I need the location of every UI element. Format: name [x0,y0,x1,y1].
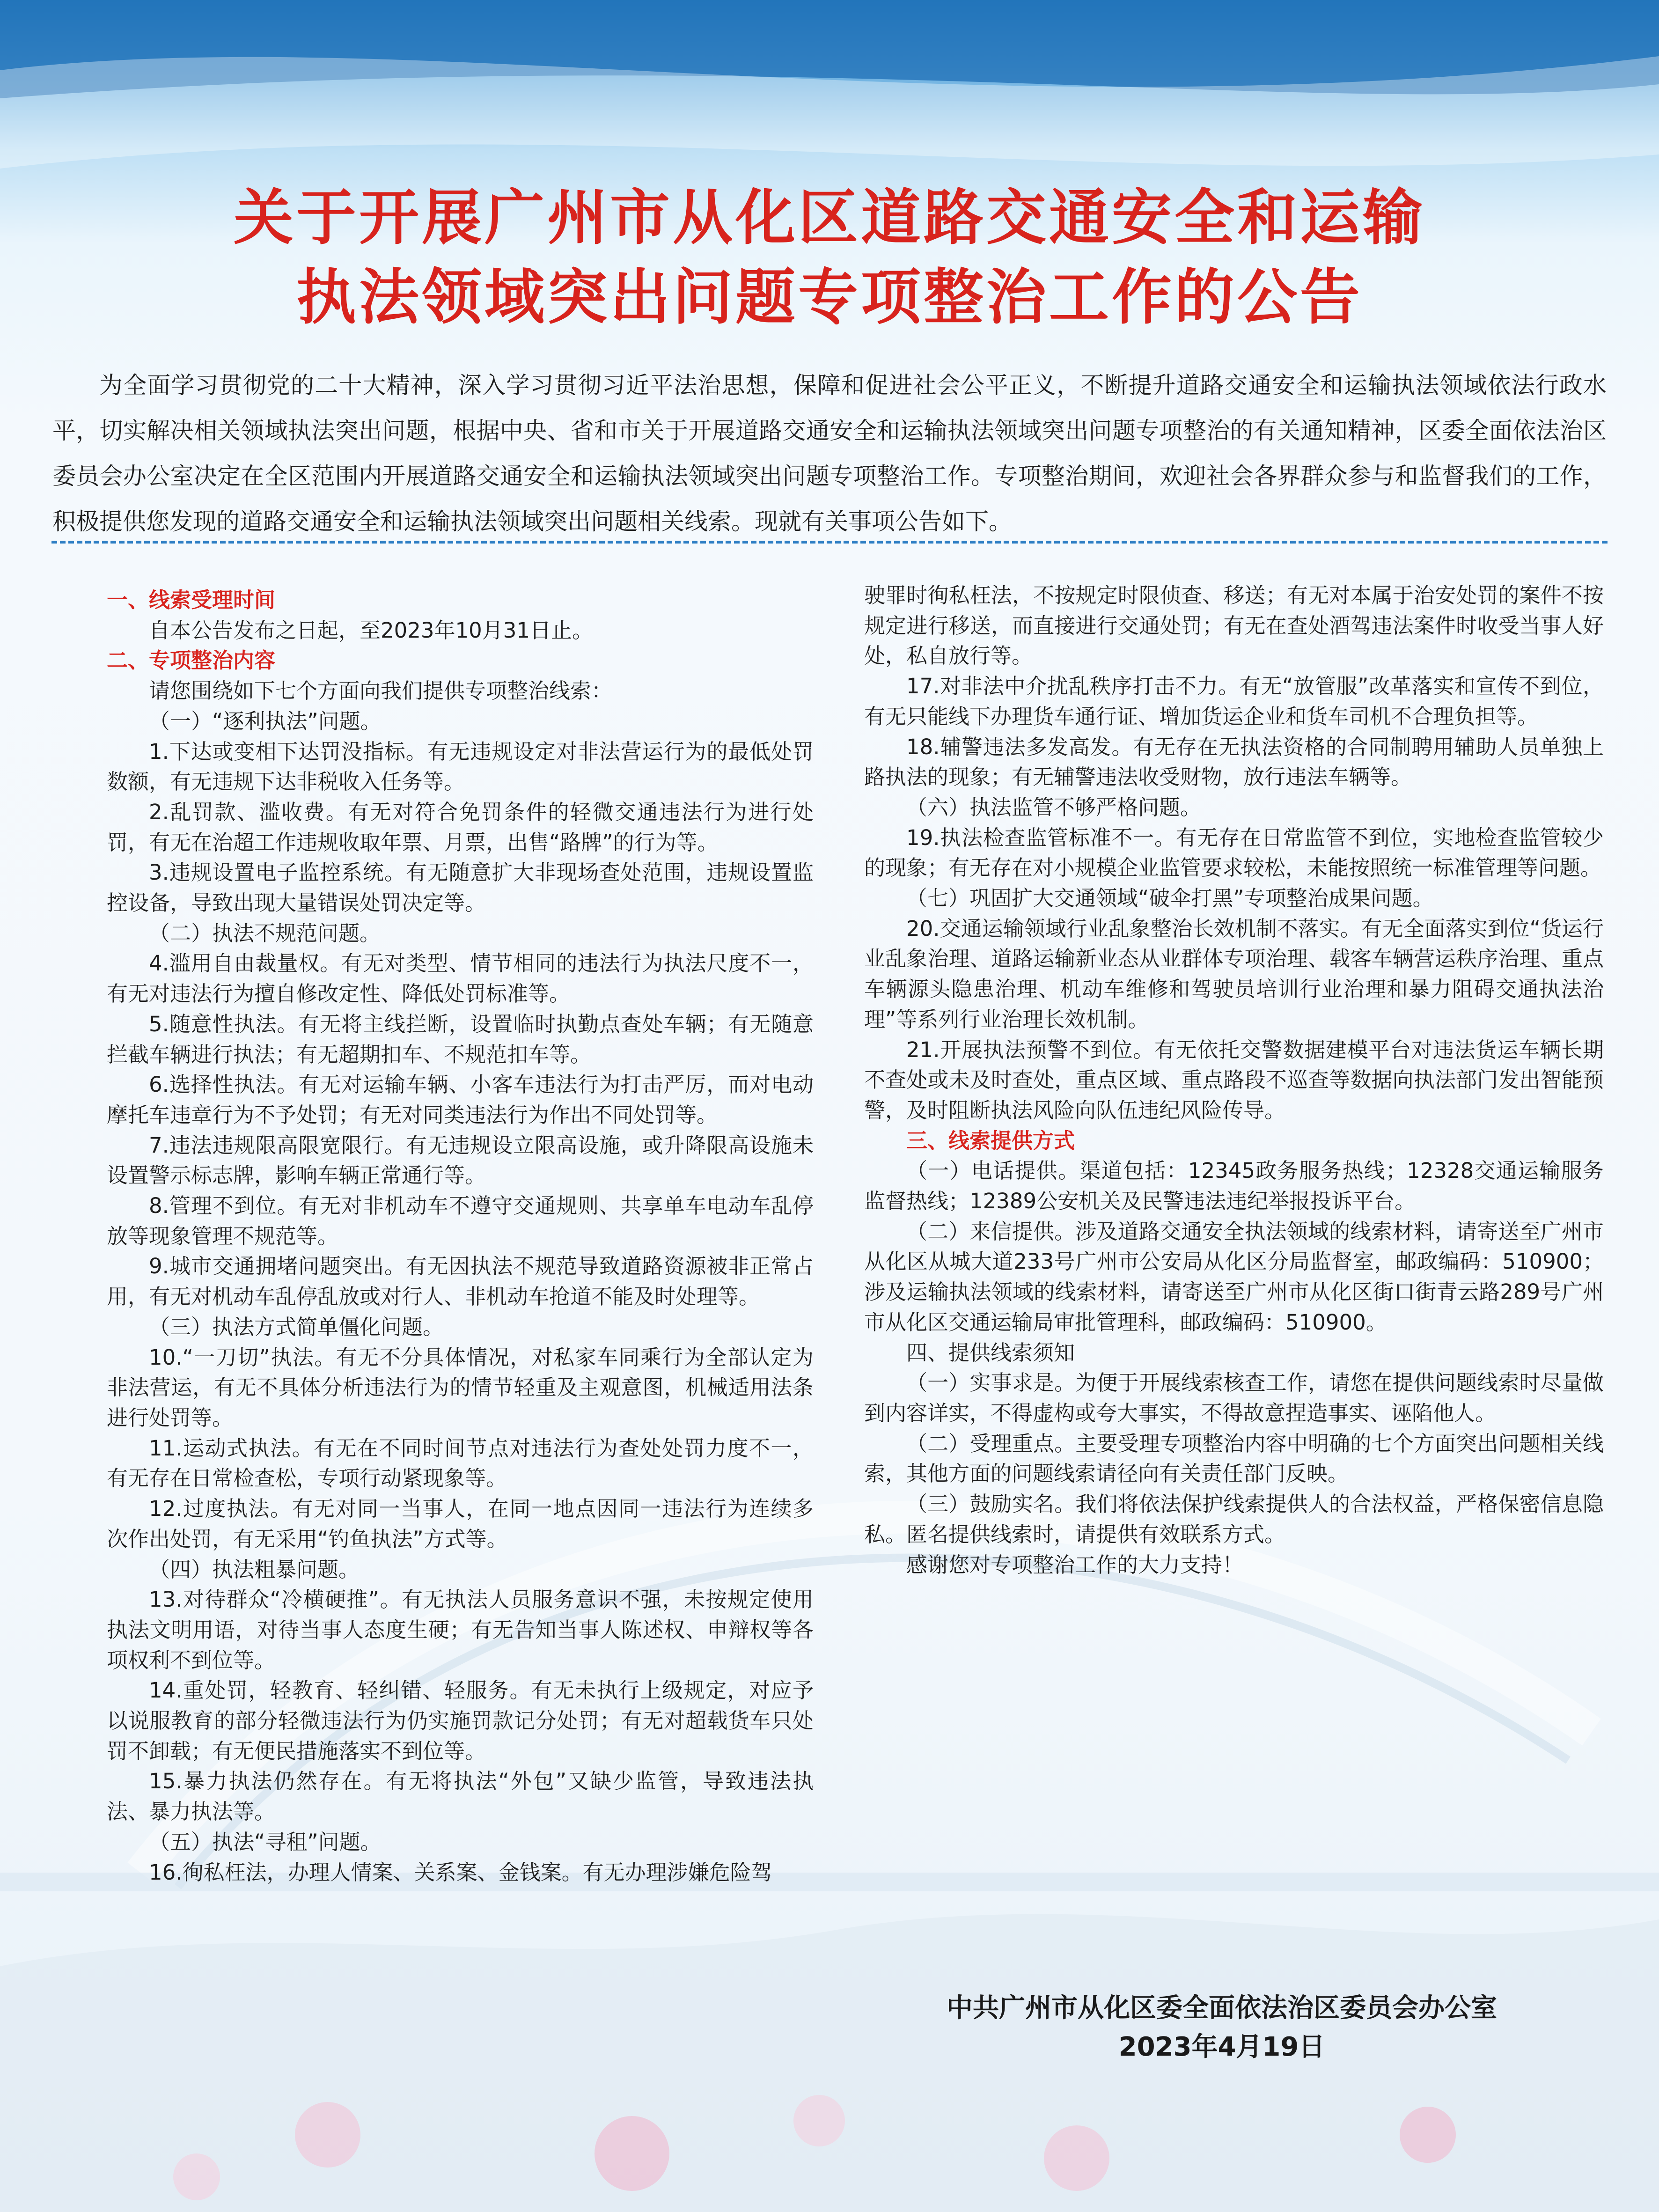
paragraph: 14.重处罚，轻教育、轻纠错、轻服务。有无未执行上级规定，对应予以说服教育的部分轻微违法行为仍实施罚款记分处罚；有无对超载货车只处罚不卸载；有无便民措施落实不到位等。 [107,1678,814,1764]
paragraph: 8.管理不到位。有无对非机动车不遵守交通规则、共享单车电动车乱停放等现象管理不规范等。 [107,1193,814,1249]
paragraph: 19.执法检查监管标准不一。有无存在日常监管不到位，实地检查监管较少的现象；有无存在对小规模企业监管要求较松，未能按照统一标准管理等问题。 [864,825,1604,881]
paragraph: 10.“一刀切”执法。有无不分具体情况，对私家车同乘行为全部认定为非法营运，有无不具体分析违法行为的情节轻重及主观意图，机械适用法条进行处罚等。 [107,1345,814,1430]
paragraph: 5.随意性执法。有无将主线拦断，设置临时执勤点查处车辆；有无随意拦截车辆进行执法；有无超期扣车、不规范扣车等。 [107,1011,814,1067]
paragraph: 请您围绕如下七个方面向我们提供专项整治线索： [149,678,613,704]
subsection-heading: （三）执法方式简单僵化问题。 [149,1314,444,1339]
subsection-heading: （二）执法不规范问题。 [149,920,381,946]
paragraph: 16.徇私枉法，办理人情案、关系案、金钱案。有无办理涉嫌危险驾 [149,1859,772,1885]
paragraph: （一）实事求是。为便于开展线索核查工作，请您在提供问题线索时尽量做到内容详实，不得虚构或夸大事实，不得故意捏造事实、诬陷他人。 [864,1370,1604,1426]
paragraph: （一）电话提供。渠道包括：12345政务服务热线；12328交通运输服务监督热线；12389公安机关及民警违法违纪举报投诉平台。 [864,1158,1604,1214]
paragraph: 9.城市交通拥堵问题突出。有无因执法不规范导致道路资源被非正常占用，有无对机动车乱停乱放或对行人、非机动车抢道不能及时处理等。 [107,1254,814,1309]
subsection-heading: （五）执法“寻租”问题。 [149,1829,382,1854]
section-heading: 二、专项整治内容 [107,648,276,673]
paragraph: 15.暴力执法仍然存在。有无将执法“外包”又缺少监管，导致违法执法、暴力执法等。 [107,1769,814,1824]
paragraph: 11.运动式执法。有无在不同时间节点对违法行为查处处罚力度不一，有无存在日常检查松，专项行动紧现象等。 [107,1435,814,1491]
section-heading: 一、线索受理时间 [107,588,276,612]
subsection-heading: （六）执法监管不够严格问题。 [906,794,1202,820]
paragraph: （三）鼓励实名。我们将依法保护线索提供人的合法权益，严格保密信息隐私。匿名提供线索时，请提供有效联系方式。 [864,1492,1604,1547]
paragraph: 6.选择性执法。有无对运输车辆、小客车违法行为打击严厉，而对电动摩托车违章行为不予处罚；有无对同类违法行为作出不同处罚等。 [107,1072,814,1127]
signature-organization: 中共广州市从化区委全面依法治区委员会办公室 [947,1993,1497,2023]
paragraph: （二）来信提供。涉及道路交通安全执法领域的线索材料，请寄送至广州市从化区从城大道233号广州市公安局从化区分局监督室，邮政编码：510900；涉及运输执法领域的线索材料，请寄送至广州市从化区街口街青云路289号广州市从化区交通运输局审批管理科，邮政编码：510900。 [864,1219,1604,1335]
subsection-heading: （一）“逐利执法”问题。 [149,708,382,734]
dashed-divider [51,541,1608,544]
notice-title-line-1: 关于开展广州市从化区道路交通安全和运输 [233,183,1425,253]
left-column [107,585,814,1888]
paragraph: 自本公告发布之日起，至2023年10月31日止。 [149,617,594,643]
subsection-heading: （七）巩固扩大交通领域“破伞打黑”专项整治成果问题。 [906,886,1434,911]
paragraph: 17.对非法中介扰乱秩序打击不力。有无“放管服”改革落实和宣传不到位，有无只能线下办理货车通行证、增加货运企业和货车司机不合理负担等。 [864,674,1604,729]
paragraph: （二）受理重点。主要受理专项整治内容中明确的七个方面突出问题相关线索，其他方面的问题线索请径向有关责任部门反映。 [864,1431,1604,1486]
paragraph: 13.对待群众“冷横硬推”。有无执法人员服务意识不强，未按规定使用执法文明用语，对待当事人态度生硬；有无告知当事人陈述权、申辩权等各项权利不到位等。 [107,1587,814,1673]
paragraph: 3.违规设置电子监控系统。有无随意扩大非现场查处范围，违规设置监控设备，导致出现大量错误处罚决定等。 [107,860,814,916]
right-column [864,581,1604,1580]
subsection-heading: （四）执法粗暴问题。 [149,1557,360,1582]
paragraph: 2.乱罚款、滥收费。有无对符合免罚条件的轻微交通违法行为进行处罚，有无在治超工作违规收取年票、月票，出售“路牌”的行为等。 [107,799,814,855]
paragraph-continued: 驶罪时徇私枉法，不按规定时限侦查、移送；有无对本属于治安处罚的案件不按规定进行移送，而直接进行交通处罚；有无在查处酒驾违法案件时收受当事人好处，私自放行等。 [864,583,1604,669]
notice-title-line-2: 执法领域突出问题专项整治工作的公告 [296,263,1363,332]
section-heading-plain: 四、提供线索须知 [906,1340,1075,1365]
paragraph: 12.过度执法。有无对同一当事人，在同一地点因同一违法行为连续多次作出处罚，有无采用“钓鱼执法”方式等。 [107,1496,814,1551]
paragraph: 20.交通运输领域行业乱象整治长效机制不落实。有无全面落实到位“货运行业乱象治理、道路运输新业态从业群体专项治理、载客车辆营运秩序治理、重点车辆源头隐患治理、机动车维修和驾驶员培训行业治理和暴力阻碍交通执法治理”等系列行业治理长效机制。 [864,916,1604,1032]
signature-date: 2023年4月19日 [1118,2032,1325,2062]
paragraph: 7.违法违规限高限宽限行。有无违规设立限高设施，或升降限高设施未设置警示标志牌，影响车辆正常通行等。 [107,1132,814,1188]
closing-thanks: 感谢您对专项整治工作的大力支持！ [906,1552,1244,1577]
paragraph: 1.下达或变相下达罚没指标。有无违规设定对非法营运行为的最低处罚数额，有无违规下达非税收入任务等。 [107,739,814,794]
paragraph: 18.辅警违法多发高发。有无存在无执法资格的合同制聘用辅助人员单独上路执法的现象；有无辅警违法收受财物，放行违法车辆等。 [864,734,1604,790]
intro-paragraph: 为全面学习贯彻党的二十大精神，深入学习贯彻习近平法治思想，保障和促进社会公平正义，不断提升道路交通安全和运输执法领域依法行政水平，切实解决相关领域执法突出问题，根据中央、省和市关于开展道路交通安全和运输执法领域突出问题专项整治的有关通知精神，区委全面依法治区委员会办公室决定在全区范围内开展道路交通安全和运输执法领域突出问题专项整治工作。专项整治期间，欢迎社会各界群众参与和监督我们的工作，积极提供您发现的道路交通安全和运输执法领域突出问题相关线索。现就有关事项公告如下。 [52,372,1607,535]
section-heading: 三、线索提供方式 [906,1128,1075,1153]
paragraph: 21.开展执法预警不到位。有无依托交警数据建模平台对违法货运车辆长期不查处或未及时查处，重点区域、重点路段不巡查等数据向执法部门发出智能预警，及时阻断执法风险向队伍违纪风险传导。 [864,1037,1604,1123]
paragraph: 4.滥用自由裁量权。有无对类型、情节相同的违法行为执法尺度不一，有无对违法行为擅自修改定性、降低处罚标准等。 [107,951,814,1007]
